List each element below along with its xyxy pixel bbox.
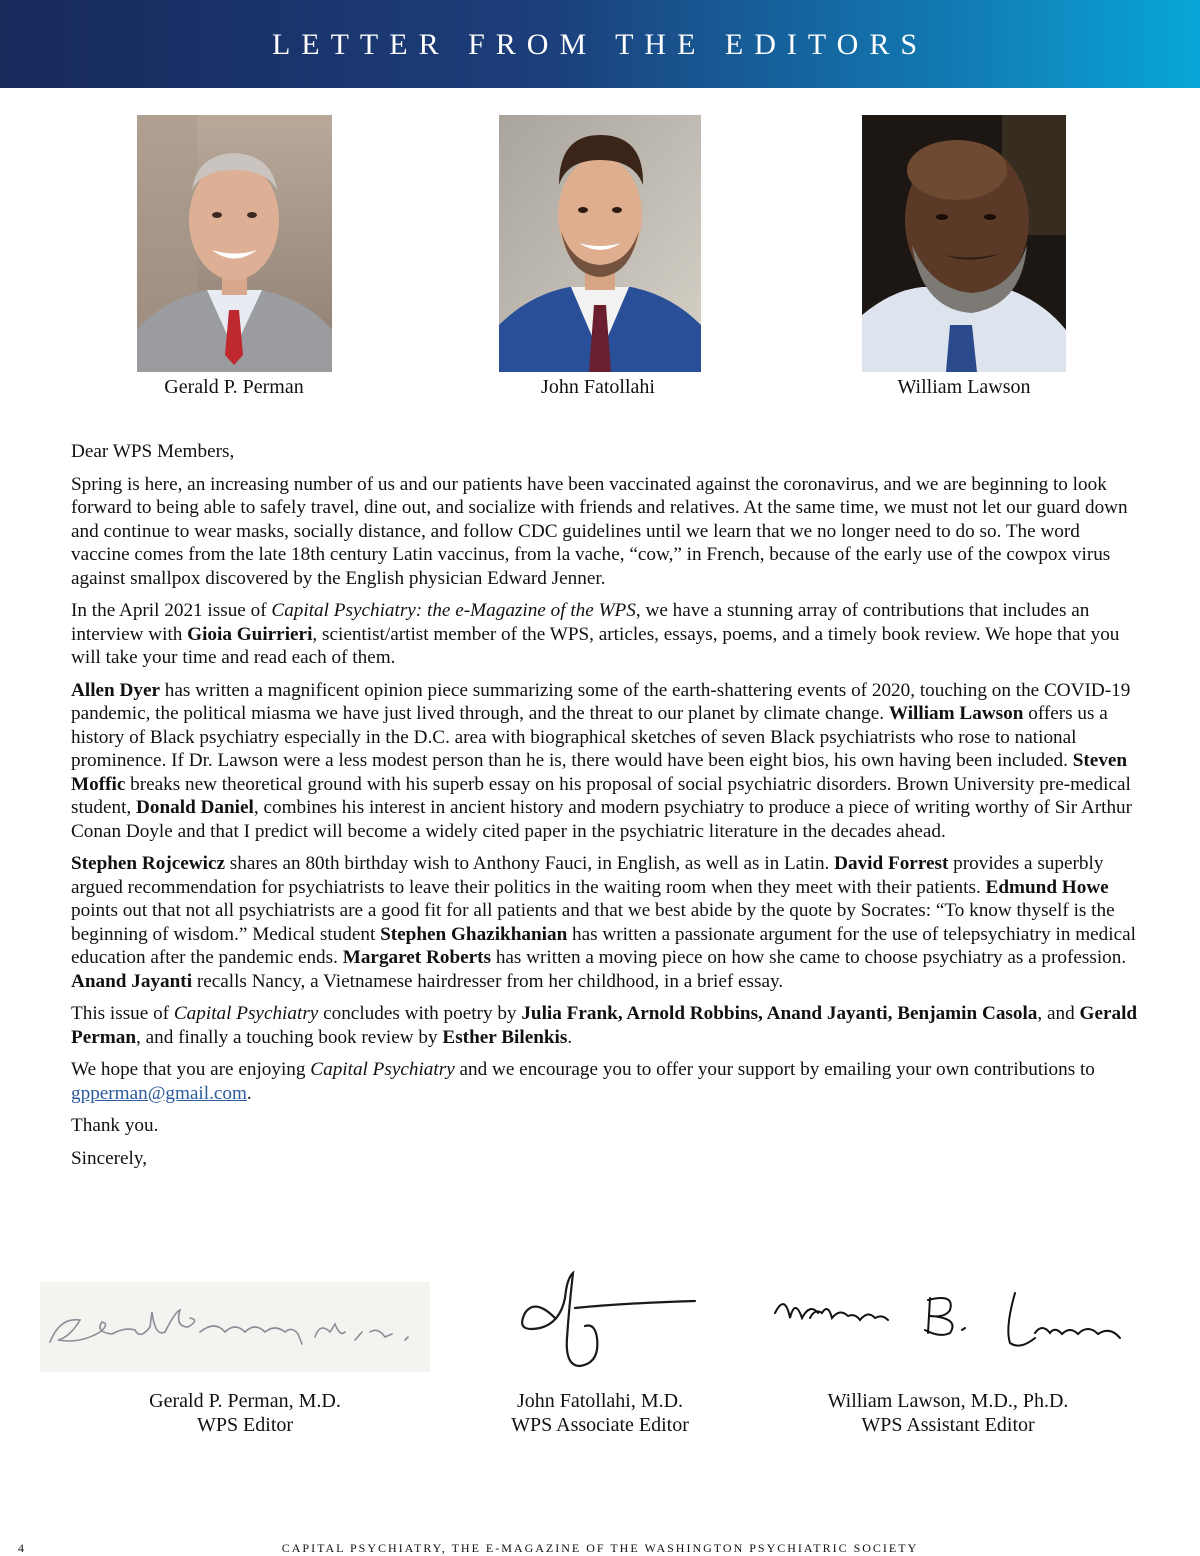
page-title: LETTER FROM THE EDITORS <box>271 28 929 61</box>
editor-photo-fatollahi <box>499 115 701 372</box>
letter-closing: Sincerely, <box>71 1147 148 1169</box>
editor-caption-lawson: William Lawson <box>897 376 1031 398</box>
letter-thanks: Thank you. <box>71 1115 159 1136</box>
letter-body <box>71 440 1141 1179</box>
signature-role-lawson: WPS Assistant Editor <box>861 1413 1035 1436</box>
letter-paragraph-3: Allen Dyer has written a magnificent opinion piece summarizing some of the earth-shattering events of 2020, touching on the COVID-19 pandemic, the political miasma we have just lived through, and the threat to our planet by climate change. William Lawson offers us a history of Black psychiatry especially in the D.C. area with biographical sketches of seven Black psychiatrists who rose to national prominence. If Dr. Lawson were a less modest person than he is, there would have been eight bios, his own having been included. Steven Moffic breaks new theoretical ground with his superb essay on his proposal of social psychiatric disorders. Brown University pre-medical student, Donald Daniel, combines his interest in ancient history and modern psychiatry to produce a piece of writing worthy of Sir Arthur Conan Doyle and that I predict will become a widely cited paper in the psychiatric literature in the decades ahead. <box>71 679 1133 842</box>
signature-block-fatollahi <box>450 1390 750 1437</box>
signature-block-lawson <box>798 1390 1098 1437</box>
signature-lawson <box>770 1288 1125 1358</box>
letter-paragraph-5: This issue of Capital Psychiatry concludes with poetry by Julia Frank, Arnold Robbins, Anand Jayanti, Benjamin Casola, and Gerald Perman, and finally a touching book review by Esther Bilenkis. <box>71 1003 1138 1048</box>
signature-name-perman: Gerald P. Perman, M.D. <box>149 1390 341 1412</box>
editor-caption-fatollahi: John Fatollahi <box>541 376 655 398</box>
signature-role-perman: WPS Editor <box>196 1413 294 1436</box>
letter-paragraph-2: In the April 2021 issue of Capital Psychiatry: the e-Magazine of the WPS, we have a stunning array of contributions that includes an interview with Gioia Guirrieri, scientist/artist member of the WPS, articles, essays, poems, and a timely book review. We hope that you will take your time and read each of them. <box>71 600 1120 668</box>
editor-caption-perman: Gerald P. Perman <box>164 376 304 398</box>
signature-name-fatollahi: John Fatollahi, M.D. <box>516 1390 684 1412</box>
signature-fatollahi <box>505 1268 700 1373</box>
signature-role-fatollahi: WPS Associate Editor <box>511 1413 689 1436</box>
page-number: 4 <box>18 1541 24 1555</box>
signature-perman <box>40 1282 430 1372</box>
signature-block-perman <box>95 1390 395 1437</box>
letter-salutation: Dear WPS Members, <box>71 441 235 462</box>
email-link[interactable]: gpperman@gmail.com <box>71 1082 247 1104</box>
footer-publication: CAPITAL PSYCHIATRY, THE E-MAGAZINE OF THE WASHINGTON PSYCHIATRIC SOCIETY <box>281 1541 919 1555</box>
letter-paragraph-1: Spring is here, an increasing number of us and our patients have been vaccinated against the coronavirus, and we are beginning to look forward to being able to safely travel, dine out, and socialize with friends and relatives. At the same time, we must not let our guard down and continue to wear masks, socially distance, and follow CDC guidelines until we learn that we no longer need to do so. The word vaccine comes from the late 18th century Latin vaccinus, from la vache, “cow,” in French, because of the early use of the cowpox virus against smallpox discovered by the English physician Edward Jenner. <box>71 473 1128 589</box>
signature-name-lawson: William Lawson, M.D., Ph.D. <box>827 1390 1069 1412</box>
editor-photo-perman <box>137 115 332 372</box>
editor-photo-lawson <box>862 115 1066 372</box>
letter-paragraph-6: We hope that you are enjoying Capital Psychiatry and we encourage you to offer your support by emailing your own contributions to gpperman@gmail.com. <box>71 1059 1095 1104</box>
letter-paragraph-4: Stephen Rojcewicz shares an 80th birthday wish to Anthony Fauci, in English, as well as in Latin. David Forrest provides a superbly argued recommendation for psychiatrists to leave their politics in the waiting room when they meet with their patients. Edmund Howe points out that not all psychiatrists are a good fit for all patients and that we best abide by the quote by Socrates: “To know thyself is the beginning of wisdom.” Medical student Stephen Ghazikhanian has written a passionate argument for the use of telepsychiatry in medical education after the pandemic ends. Margaret Roberts has written a moving piece on how she came to choose psychiatry as a profession. Anand Jayanti recalls Nancy, a Vietnamese hairdresser from her childhood, in a brief essay. <box>71 853 1136 992</box>
